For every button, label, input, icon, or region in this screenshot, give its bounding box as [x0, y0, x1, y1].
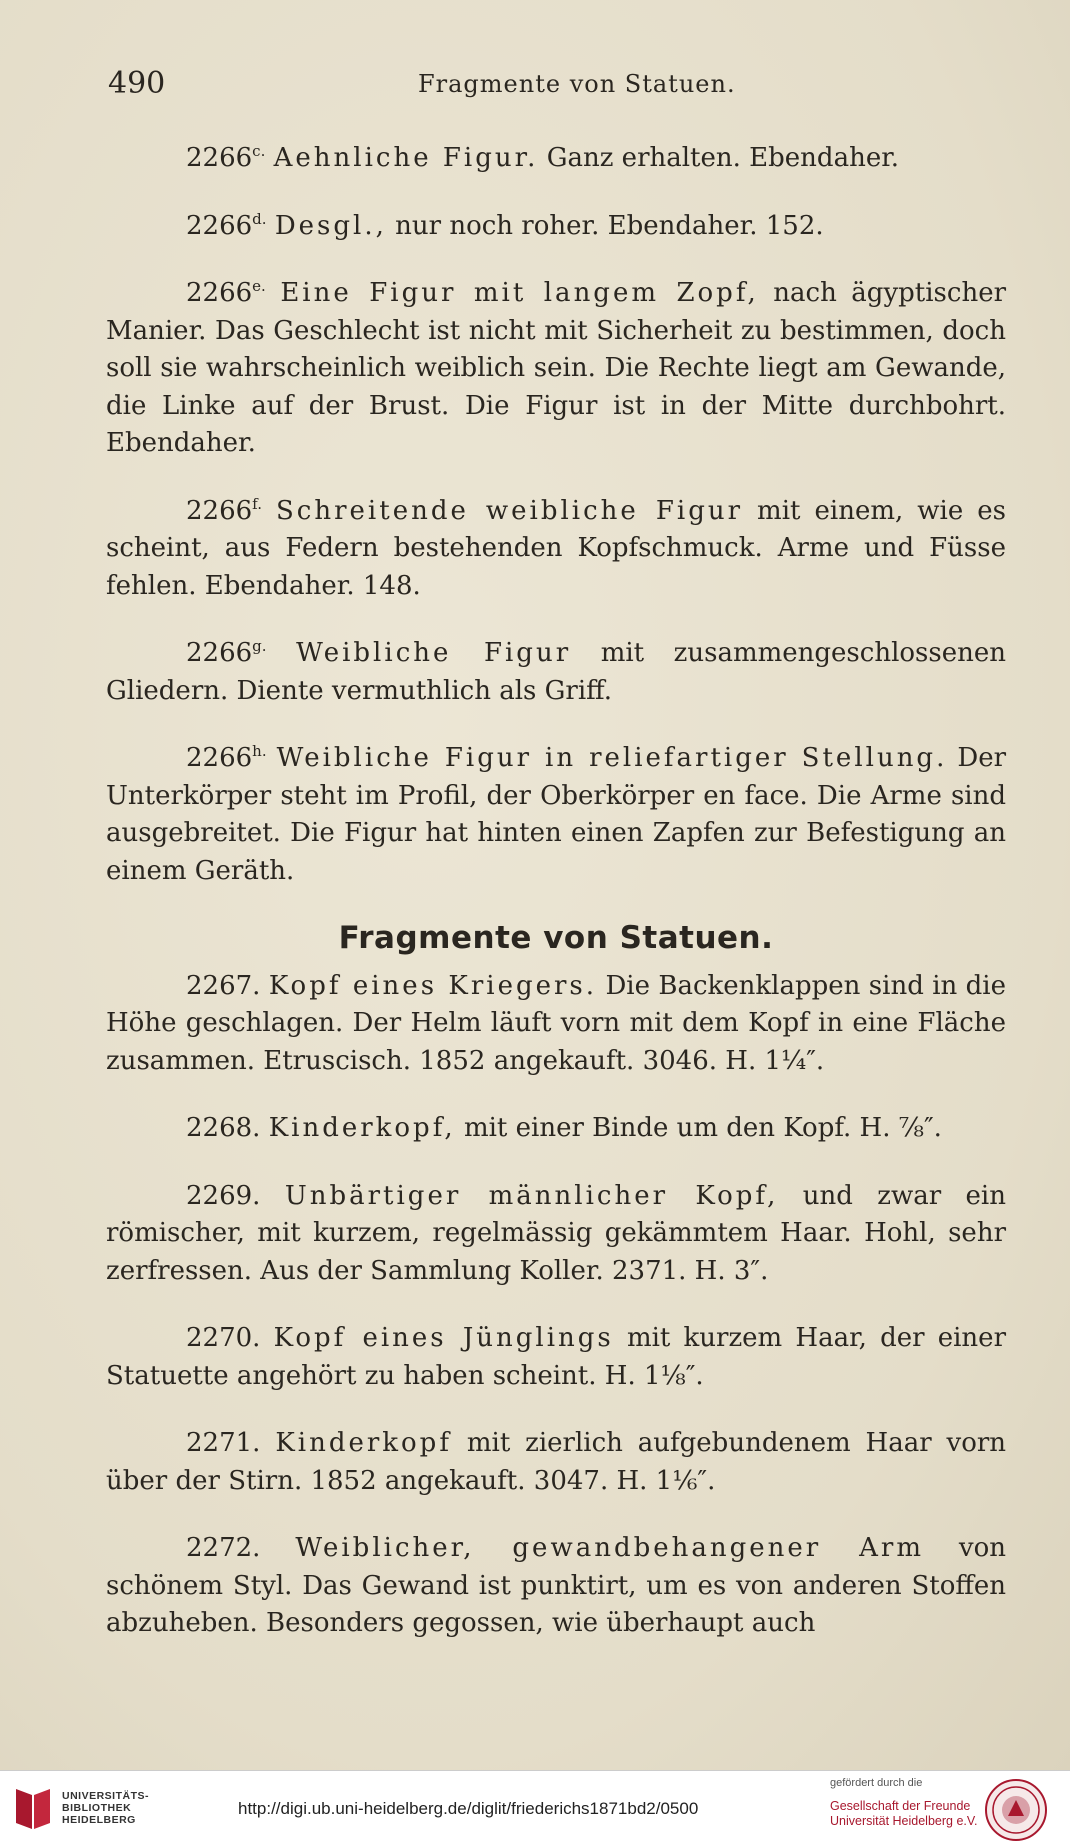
- entry-text: mit einer Binde um den Kopf. H. ⅞″.: [463, 1113, 942, 1143]
- entry-number: 2266: [186, 143, 253, 173]
- university-seal-icon[interactable]: [984, 1778, 1048, 1842]
- catalog-entry: [106, 740, 1006, 890]
- entry-lead: Desgl.,: [274, 210, 387, 241]
- entry-text: Ganz erhalten. Ebendaher.: [546, 143, 900, 173]
- catalog-entry: [106, 1320, 1006, 1395]
- catalog-entry: [106, 140, 1006, 178]
- page-header: [108, 66, 1010, 106]
- library-line: HEIDELBERG: [62, 1814, 136, 1826]
- entry-number: 2271.: [186, 1428, 261, 1458]
- entries-group-b: [106, 968, 1006, 1643]
- page-number: 490: [108, 66, 166, 101]
- entry-lead: Weibliche Figur in reliefartiger Stellung.: [276, 743, 948, 773]
- entry-number: 2266: [186, 638, 253, 668]
- sponsor-label: gefördert durch die: [830, 1777, 923, 1789]
- catalog-entry: [106, 1110, 1006, 1148]
- entry-number: 2267.: [186, 970, 261, 1001]
- entry-number: 2266: [186, 495, 253, 526]
- entries-group-a: [106, 140, 1006, 890]
- entry-number: 2266: [186, 210, 253, 241]
- entry-text: mit kurzem Haar, der einer Statuette angehört zu haben scheint. H. 1⅛″.: [106, 1323, 1006, 1391]
- entry-number: 2272.: [186, 1533, 261, 1563]
- catalog-entry: [106, 968, 1006, 1081]
- entry-lead: Schreitende weibliche Figur: [276, 495, 744, 526]
- sponsor-line: Universität Heidelberg e.V.: [830, 1814, 978, 1828]
- entry-number: 2270.: [186, 1323, 261, 1353]
- entry-text: mit zierlich aufgebundenem Haar vorn über der Stirn. 1852 angekauft. 3047. H. 1⅙″.: [106, 1428, 1007, 1496]
- entry-lead: Aehnliche Figur.: [273, 143, 539, 173]
- catalog-entry: [106, 1425, 1006, 1500]
- sponsor-name[interactable]: [830, 1799, 978, 1829]
- entry-lead: Unbärtiger männlicher Kopf,: [284, 1180, 779, 1211]
- entry-text: Die Backenklappen sind in die Höhe geschlagen. Der Helm läuft vorn mit dem Kopf in eine Fläche zusammen. Etruscisch. 1852 angekauft. 3046. H. 1¼″.: [106, 970, 1007, 1076]
- entry-number: 2269.: [186, 1180, 261, 1211]
- entry-text: mit einem, wie es scheint, aus Federn bestehenden Kopfschmuck. Arme und Füsse fehlen. Ebendaher. 148.: [106, 495, 1006, 601]
- entry-text: nur noch roher. Ebendaher. 152.: [395, 210, 824, 241]
- entry-text: und zwar ein römischer, mit kurzem, regelmässig gekämmtem Haar. Hohl, sehr zerfressen. Aus der Sammlung Koller. 2371. H. 3″.: [106, 1180, 1006, 1286]
- sponsor-line: Gesellschaft der Freunde: [830, 1799, 971, 1813]
- catalog-entry: [106, 635, 1006, 710]
- entry-text: Der Unterkörper steht im Profil, der Oberkörper en face. Die Arme sind ausgebreitet. Die Figur hat hinten einen Zapfen zur Befestigung an einem Geräth.: [106, 743, 1007, 886]
- entry-suffix: f.: [252, 494, 262, 513]
- university-library-logo-icon[interactable]: [12, 1785, 54, 1833]
- library-line: UNIVERSITÄTS-: [62, 1790, 150, 1802]
- permalink-url[interactable]: http://digi.ub.uni-heidelberg.de/diglit/friederichs1871bd2/0500: [238, 1799, 699, 1818]
- running-title: Fragmente von Statuen.: [418, 70, 736, 98]
- catalog-entry: [106, 275, 1006, 463]
- entry-suffix: g.: [252, 637, 267, 655]
- entry-text: nach ägyptischer Manier. Das Geschlecht ist nicht mit Sicherheit zu bestimmen, doch soll sie wahrscheinlich weiblich sein. Die Rechte liegt am Gewande, die Linke auf der Brust. Die Figur ist in der Mitte durchbohrt. Ebendaher.: [106, 278, 1007, 458]
- footer-bar: [0, 1770, 1070, 1846]
- entry-lead: Eine Figur mit langem Zopf,: [280, 278, 759, 308]
- entry-lead: Kinderkopf,: [268, 1113, 456, 1143]
- entry-number: 2268.: [186, 1113, 261, 1143]
- entry-lead: Weibliche Figur: [296, 638, 572, 668]
- entry-lead: Weiblicher, gewandbehangener Arm: [295, 1533, 924, 1563]
- page-body: [106, 140, 1006, 1673]
- catalog-entry: [106, 1530, 1006, 1643]
- entry-suffix: h.: [252, 742, 267, 760]
- entry-lead: Kopf eines Kriegers.: [268, 970, 598, 1001]
- catalog-entry: [106, 493, 1006, 606]
- entry-suffix: e.: [252, 277, 266, 295]
- library-line: BIBLIOTHEK: [62, 1802, 132, 1814]
- entry-text: mit zusammengeschlossenen Gliedern. Diente vermuthlich als Griff.: [106, 638, 1006, 706]
- catalog-entry: [106, 1178, 1006, 1291]
- catalog-entry: [106, 208, 1006, 246]
- entry-suffix: c.: [252, 142, 266, 160]
- entry-text: von schönem Styl. Das Gewand ist punktirt, um es von anderen Stoffen abzuheben. Besonders gegossen, wie überhaupt auch: [106, 1533, 1007, 1638]
- entry-lead: Kopf eines Jünglings: [273, 1323, 614, 1353]
- section-heading: Fragmente von Statuen.: [338, 920, 774, 956]
- entry-number: 2266: [186, 278, 253, 308]
- entry-suffix: d.: [252, 209, 267, 228]
- entry-number: 2266: [186, 743, 253, 773]
- entry-lead: Kinderkopf: [275, 1428, 452, 1458]
- library-name[interactable]: [62, 1790, 149, 1826]
